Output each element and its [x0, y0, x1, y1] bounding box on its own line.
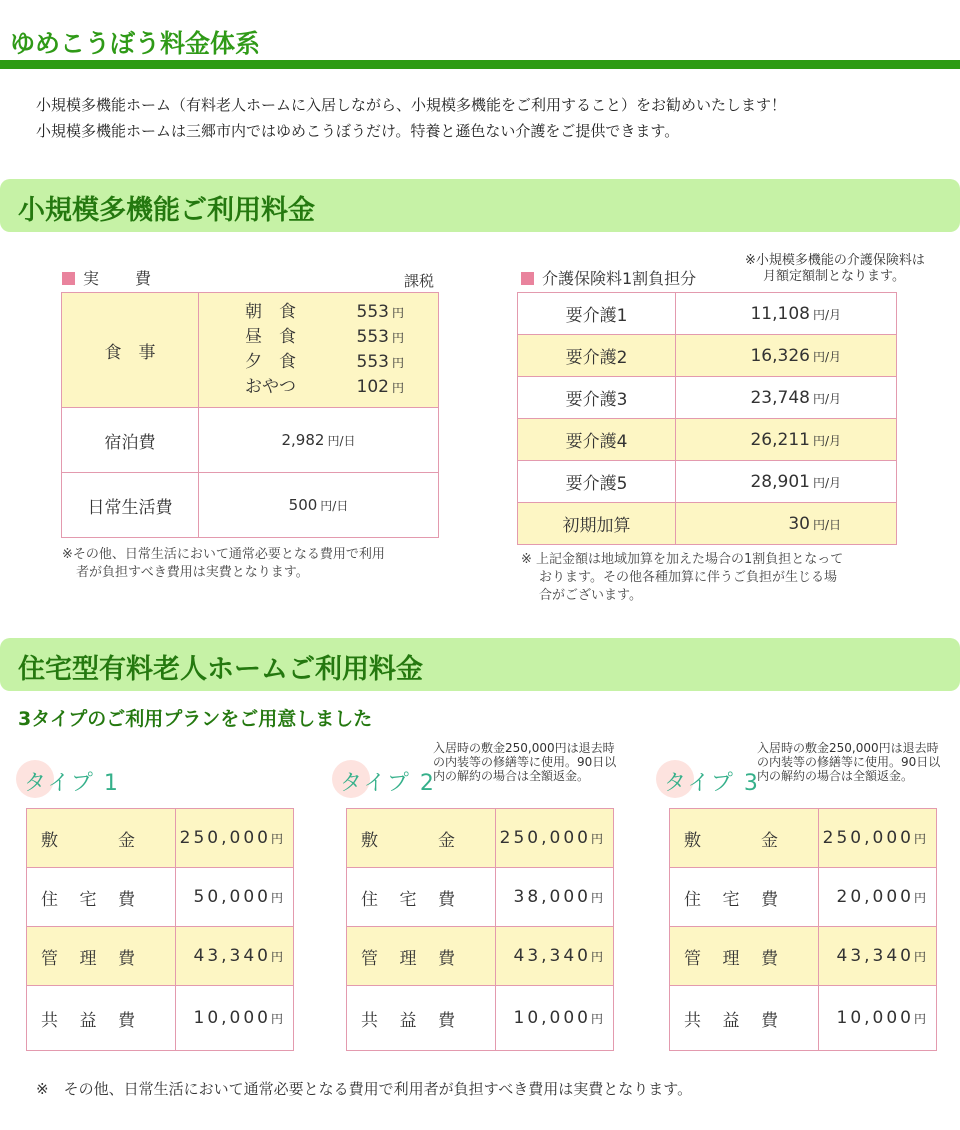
meal-line: 朝 食 553 円 [245, 302, 405, 322]
table-row [670, 927, 937, 986]
section-banner-small-multi [0, 179, 960, 232]
row-value: 20,000円 [819, 868, 937, 927]
table-row [518, 461, 897, 503]
row-value: 500 円/日 [199, 473, 439, 538]
row-value: 16,326 円/月 [676, 335, 897, 377]
row-label: 共 益 費 [27, 986, 176, 1051]
row-label: 住 宅 費 [347, 868, 496, 927]
table-row [347, 809, 614, 868]
section-title: 小規模多機能ご利用料金 [18, 195, 315, 226]
plan-note: 入居時の敷金250,000円は退去時の内装等の修繕等に使用。90日以内の解約の場合は全額返金。 [757, 741, 941, 783]
meal-header: 食 事 [62, 293, 199, 408]
meal-values [199, 293, 439, 408]
meal-line: 夕 食 553 円 [245, 352, 405, 372]
table-row [62, 293, 439, 408]
row-label: 共 益 費 [347, 986, 496, 1051]
row-label: 共 益 費 [670, 986, 819, 1051]
row-value: 50,000円 [176, 868, 294, 927]
row-value: 38,000円 [496, 868, 614, 927]
kaigo-note: ※ 上記金額は地域加算を加えた場合の1割負担となって おります。その他各種加算に伴うご負担が生じる場 合がございます。 [521, 552, 844, 603]
row-label: 要介護1 [518, 293, 676, 335]
footnote: ※ その他、日常生活において通常必要となる費用で利用者が負担すべき費用は実費となります。 [36, 1080, 693, 1098]
tax-label: 課税 [404, 272, 435, 290]
section-banner-residential [0, 638, 960, 691]
table-row [62, 408, 439, 473]
table-row [518, 419, 897, 461]
jippi-label: 実 費 [62, 266, 161, 289]
row-label: 要介護4 [518, 419, 676, 461]
page-title: ゆめこうぼう料金体系 [10, 29, 261, 58]
kaigo-side-note: ※小規模多機能の介護保険料は 月額定額制となります。 [745, 253, 925, 284]
jippi-table [61, 292, 439, 538]
section-title: 住宅型有料老人ホームご利用料金 [18, 654, 423, 685]
row-value: 43,340円 [176, 927, 294, 986]
plan-type-label: タイプ 1 [16, 760, 136, 800]
plans-subtitle: 3タイプのご利用プランをご用意しました [18, 708, 373, 730]
plan-type-label: タイプ 3 [656, 760, 776, 800]
row-value: 2,982 円/日 [199, 408, 439, 473]
table-row [347, 868, 614, 927]
row-value: 250,000円 [176, 809, 294, 868]
intro-line: 小規模多機能ホームは三郷市内ではゆめこうぼうだけ。特養と遜色ない介護をご提供できます。 [36, 122, 680, 140]
meal-line: おやつ 102 円 [245, 377, 405, 397]
table-row [518, 377, 897, 419]
row-value: 26,211 円/月 [676, 419, 897, 461]
row-value: 43,340円 [496, 927, 614, 986]
row-label: 管 理 費 [670, 927, 819, 986]
table-row [27, 927, 294, 986]
table-row [518, 335, 897, 377]
table-row [27, 868, 294, 927]
row-value: 10,000円 [496, 986, 614, 1051]
table-row [518, 293, 897, 335]
table-row [670, 809, 937, 868]
row-label: 管 理 費 [347, 927, 496, 986]
plan-table-type2 [346, 808, 614, 1051]
table-row [518, 503, 897, 545]
intro-line: 小規模多機能ホーム（有料老人ホームに入居しながら、小規模多機能をご利用すること）をお勧めいたします！ [36, 96, 787, 114]
plan-table-type3 [669, 808, 937, 1051]
table-row [670, 868, 937, 927]
row-label: 要介護3 [518, 377, 676, 419]
row-value: 10,000円 [819, 986, 937, 1051]
row-label: 宿泊費 [62, 408, 199, 473]
table-row [27, 809, 294, 868]
row-value: 250,000円 [496, 809, 614, 868]
intro-text [36, 92, 786, 144]
row-label: 管 理 費 [27, 927, 176, 986]
row-value: 30 円/日 [676, 503, 897, 545]
row-value: 10,000円 [176, 986, 294, 1051]
jippi-note: ※その他、日常生活において通常必要となる費用で利用 者が負担すべき費用は実費となります。 [62, 547, 385, 580]
row-label: 敷 金 [670, 809, 819, 868]
row-label: 要介護5 [518, 461, 676, 503]
row-label: 住 宅 費 [27, 868, 176, 927]
row-label: 日常生活費 [62, 473, 199, 538]
plan-table-type1 [26, 808, 294, 1051]
row-label: 要介護2 [518, 335, 676, 377]
row-value: 28,901 円/月 [676, 461, 897, 503]
square-bullet-icon [521, 272, 534, 285]
table-row [27, 986, 294, 1051]
kaigo-table [517, 292, 897, 545]
row-label: 住 宅 費 [670, 868, 819, 927]
kaigo-label: 介護保険料1割負担分 [521, 266, 696, 289]
meal-line: 昼 食 553 円 [245, 327, 405, 347]
table-row [62, 473, 439, 538]
plan-type-label: タイプ 2 [332, 760, 452, 800]
table-row [347, 927, 614, 986]
title-divider [0, 60, 960, 69]
row-label: 敷 金 [347, 809, 496, 868]
row-value: 11,108 円/月 [676, 293, 897, 335]
row-value: 23,748 円/月 [676, 377, 897, 419]
plan-note: 入居時の敷金250,000円は退去時の内装等の修繕等に使用。90日以内の解約の場合は全額返金。 [433, 741, 617, 783]
row-value: 43,340円 [819, 927, 937, 986]
row-label: 初期加算 [518, 503, 676, 545]
table-row [347, 986, 614, 1051]
square-bullet-icon [62, 272, 75, 285]
row-label: 敷 金 [27, 809, 176, 868]
table-row [670, 986, 937, 1051]
row-value: 250,000円 [819, 809, 937, 868]
